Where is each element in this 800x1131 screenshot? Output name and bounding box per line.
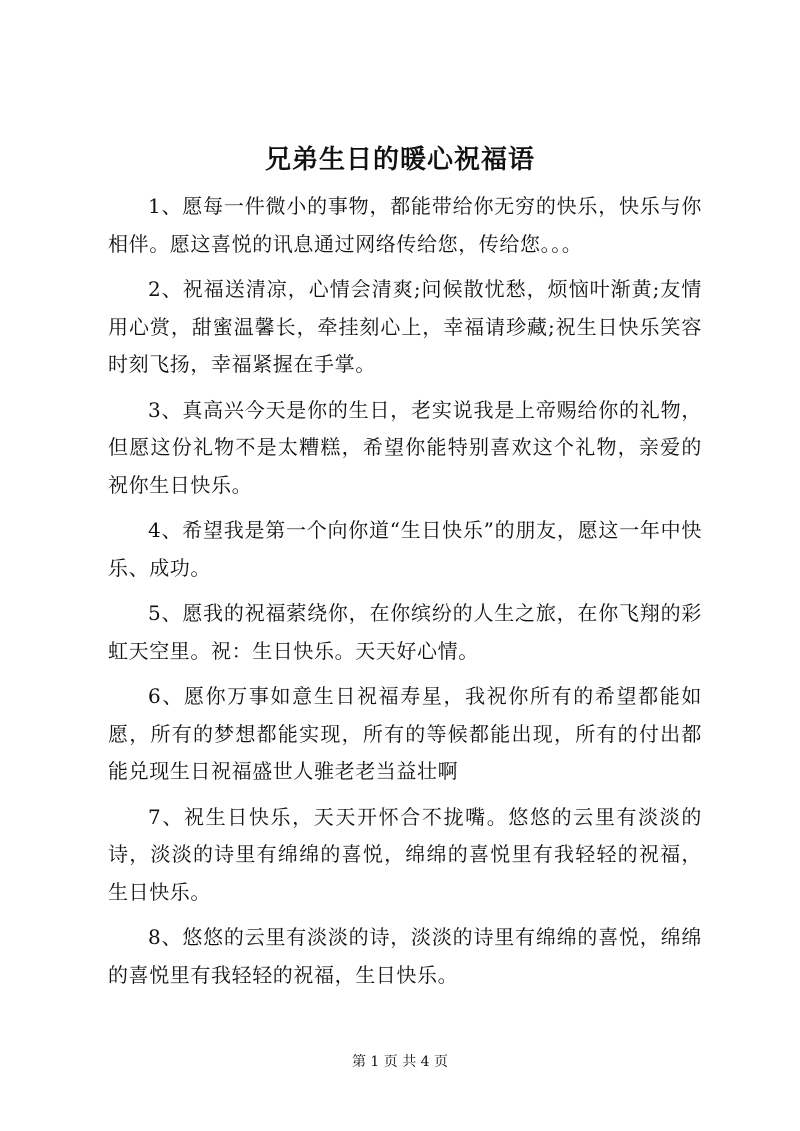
page-footer: 第 1 页 共 4 页: [351, 1054, 449, 1070]
paragraph-6: 6、愿你万事如意生日祝福寿星，我祝你所有的希望都能如愿，所有的梦想都能实现，所有的等候都能出现，所有的付出都能兑现生日祝福盛世人骓老老当益壮啊: [108, 684, 702, 783]
paragraph-5: 5、愿我的祝福萦绕你，在你缤纷的人生之旅，在你飞翔的彩虹天空里。祝：生日快乐。天天好心情。: [108, 601, 702, 663]
paragraph-7: 7、祝生日快乐，天天开怀合不拢嘴。悠悠的云里有淡淡的诗，淡淡的诗里有绵绵的喜悦，绵绵的喜悦里有我轻轻的祝福，生日快乐。: [108, 804, 702, 904]
paragraph-2: 2、祝福送清凉，心情会清爽;问候散忧愁，烦恼叶渐黄;友情用心赏，甜蜜温馨长，牵挂刻心上，幸福请珍藏;祝生日快乐笑容时刻飞扬，幸福紧握在手掌。: [108, 277, 702, 376]
paragraph-4: 4、希望我是第一个向你道“生日快乐”的朋友，愿这一年中快乐、成功。: [108, 518, 702, 580]
page-title: 兄弟生日的暖心祝福语: [264, 145, 535, 175]
paragraph-8: 8、悠悠的云里有淡淡的诗，淡淡的诗里有绵绵的喜悦，绵绵的喜悦里有我轻轻的祝福，生日快乐。: [108, 925, 702, 987]
paragraph-1: 1、愿每一件微小的事物，都能带给你无穷的快乐，快乐与你相伴。愿这喜悦的讯息通过网络传给您，传给您。。。: [108, 194, 702, 256]
paragraph-3: 3、真高兴今天是你的生日，老实说我是上帝赐给你的礼物，但愿这份礼物不是太糟糕，希望你能特别喜欢这个礼物，亲爱的祝你生日快乐。: [108, 397, 702, 497]
document-body: [108, 188, 702, 1002]
